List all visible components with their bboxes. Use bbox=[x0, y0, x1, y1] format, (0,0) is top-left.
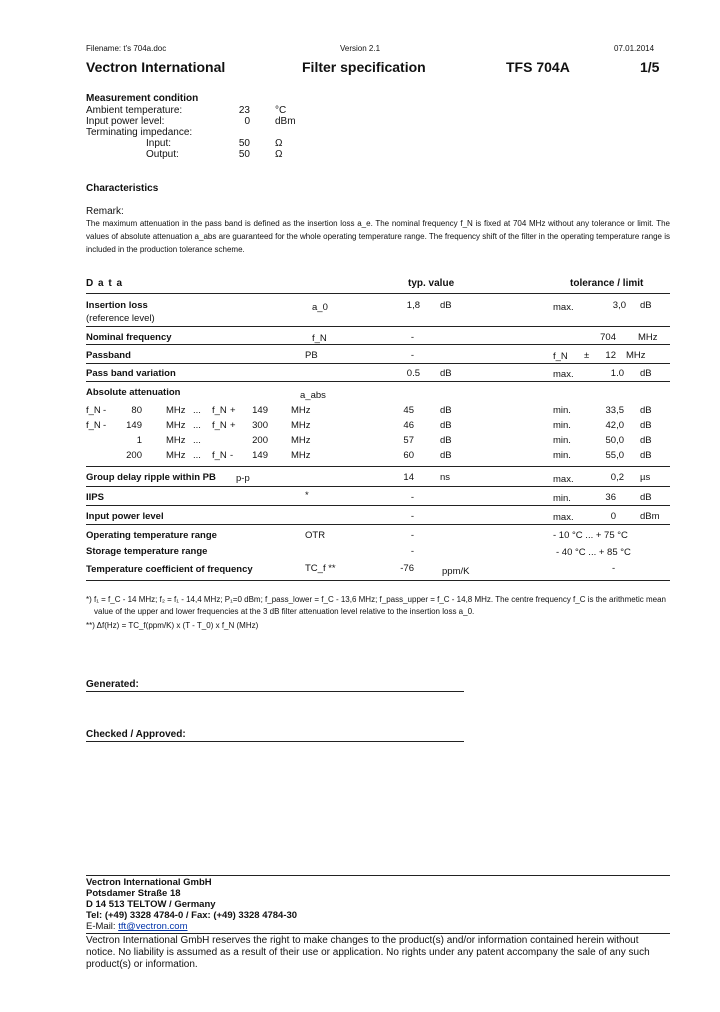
abs-row-b: 149 bbox=[252, 405, 268, 416]
ipl-label: Input power level bbox=[86, 511, 164, 522]
table-bottom-rule bbox=[86, 580, 670, 581]
ambient-label: Ambient temperature: bbox=[86, 105, 183, 116]
iips-typ: - bbox=[410, 492, 414, 503]
abs-row-u1: MHz bbox=[166, 435, 186, 446]
footnote-1-line2: value of the upper and lower frequencies at the 3 dB filter attenuation level relative to the insertion loss a_0. bbox=[94, 607, 475, 616]
row-rule bbox=[86, 466, 670, 467]
ipl-tol-unit: dBm bbox=[640, 511, 660, 522]
version-label: Version 2.1 bbox=[340, 44, 381, 53]
nf-typ: - bbox=[410, 332, 414, 343]
abs-row-kind: min. bbox=[553, 405, 571, 416]
il-tol-val: 3,0 bbox=[612, 300, 626, 311]
otr-sym: OTR bbox=[305, 530, 326, 541]
row-rule bbox=[86, 363, 670, 364]
abs-row-a: 200 bbox=[126, 450, 142, 461]
str-label: Storage temperature range bbox=[86, 546, 208, 557]
abs-row-dots: ... bbox=[193, 405, 201, 416]
pb-sym: PB bbox=[305, 350, 318, 361]
abs-row-u2: MHz bbox=[291, 420, 311, 431]
footer-email-label: E-Mail: bbox=[86, 921, 119, 932]
company-title: Vectron International bbox=[86, 59, 226, 75]
row-rule bbox=[86, 326, 670, 327]
abs-row-u2: MHz bbox=[291, 435, 311, 446]
col-data-header: D a t a bbox=[86, 278, 124, 289]
remark-text: The maximum attenuation in the pass band is defined as the insertion loss a_e. The nominal frequency f_N is fixed at 704 MHz without any tolerance or limit. The values of absolute attenuation a_abs are guaranteed for the whole operating temperature range. The frequency shift of the filter in the operating temperature range is included in the production tolerance scheme. bbox=[86, 219, 670, 254]
abs-label: Absolute attenuation bbox=[86, 387, 181, 398]
abs-row-val: 55,0 bbox=[605, 450, 624, 461]
abs-row-typ-unit: dB bbox=[440, 450, 452, 461]
abs-row-typ: 46 bbox=[403, 420, 414, 431]
abs-row-op2: + bbox=[230, 405, 236, 416]
iips-tol-val: 36 bbox=[605, 492, 616, 503]
nf-tol-val: 704 bbox=[600, 332, 616, 343]
filename-label: Filename: t's 704a.doc bbox=[86, 44, 167, 53]
abs-row-b: 300 bbox=[252, 420, 268, 431]
abs-row-kind: min. bbox=[553, 420, 571, 431]
il-sym: a_0 bbox=[312, 302, 328, 313]
pbv-tol-val: 1.0 bbox=[610, 368, 624, 379]
abs-row-pre: f_N bbox=[86, 420, 101, 431]
abs-row-unit: dB bbox=[640, 420, 652, 431]
pbv-tol-kind: max. bbox=[553, 369, 574, 380]
abs-sym: a_abs bbox=[300, 390, 326, 401]
row-rule bbox=[86, 486, 670, 487]
tcf-sym: TC_f ** bbox=[305, 563, 336, 574]
iips-label: IIPS bbox=[86, 492, 104, 503]
abs-row-val: 33,5 bbox=[605, 405, 624, 416]
nf-sym: f_N bbox=[312, 333, 327, 344]
footer-rule bbox=[86, 875, 670, 876]
abs-row-typ: 45 bbox=[403, 405, 414, 416]
ambient-value: 23 bbox=[238, 105, 250, 116]
characteristics-title: Characteristics bbox=[86, 183, 159, 194]
page-number: 1/5 bbox=[640, 59, 660, 75]
part-number-title: TFS 704A bbox=[506, 59, 570, 75]
abs-row-b: 200 bbox=[252, 435, 268, 446]
abs-row-u1: MHz bbox=[166, 450, 186, 461]
footer-city: D 14 513 TELTOW / Germany bbox=[86, 899, 216, 910]
output-label: Output: bbox=[146, 149, 179, 160]
pbv-label: Pass band variation bbox=[86, 368, 176, 379]
tcf-typ: -76 bbox=[400, 563, 414, 574]
il-label: Insertion loss bbox=[86, 300, 148, 311]
term-label: Terminating impedance: bbox=[86, 127, 193, 138]
abs-row-a: 80 bbox=[131, 405, 142, 416]
footer-street: Potsdamer Straße 18 bbox=[86, 888, 181, 899]
abs-row-typ-unit: dB bbox=[440, 420, 452, 431]
table-header-rule bbox=[86, 293, 670, 294]
footer-phone: Tel: (+49) 3328 4784-0 / Fax: (+49) 3328 4784-30 bbox=[86, 910, 298, 921]
abs-row-typ: 57 bbox=[403, 435, 414, 446]
abs-row-f2: f_N bbox=[212, 405, 227, 416]
footnote-1-line1: *) f₁ = f_C - 14 MHz; f₂ = f₁ - 14,4 MHz; P₁=0 dBm; f_pass_lower = f_C - 13,6 MHz; f_pass_upper = f_C - 14,8 MHz. The centre frequency f_C is the arithmetic mean bbox=[86, 595, 666, 604]
footer-company: Vectron International GmbH bbox=[86, 877, 212, 888]
output-value: 50 bbox=[238, 149, 250, 160]
gd-typ-unit: ns bbox=[440, 472, 451, 483]
pb-tol-unit: MHz bbox=[626, 350, 646, 361]
il-tol-unit: dB bbox=[640, 300, 652, 311]
abs-row-typ-unit: dB bbox=[440, 435, 452, 446]
il-tol-kind: max. bbox=[553, 302, 574, 313]
otr-tol: - 10 °C ... + 75 °C bbox=[553, 530, 628, 541]
input-value: 50 bbox=[238, 138, 250, 149]
abs-row-u2: MHz bbox=[291, 405, 311, 416]
ipl-typ: - bbox=[410, 511, 414, 522]
pb-tol-val: 12 bbox=[605, 350, 616, 361]
iips-tol-unit: dB bbox=[640, 492, 652, 503]
pbv-typ: 0.5 bbox=[406, 368, 420, 379]
abs-row-op1: - bbox=[103, 420, 107, 431]
abs-row-pre: f_N bbox=[86, 405, 101, 416]
doc-type-title: Filter specification bbox=[302, 59, 426, 75]
remark-label: Remark: bbox=[86, 206, 124, 217]
abs-row-dots: ... bbox=[193, 450, 201, 461]
str-tol: - 40 °C ... + 85 °C bbox=[556, 547, 631, 558]
abs-row-b: 149 bbox=[252, 450, 268, 461]
abs-row-u1: MHz bbox=[166, 405, 186, 416]
col-typ-header: typ. value bbox=[408, 278, 455, 289]
checked-label: Checked / Approved: bbox=[86, 729, 186, 740]
power-value: 0 bbox=[244, 116, 250, 127]
power-label: Input power level: bbox=[86, 116, 165, 127]
abs-row-a: 149 bbox=[126, 420, 142, 431]
otr-label: Operating temperature range bbox=[86, 530, 217, 541]
pb-label: Passband bbox=[86, 350, 131, 361]
abs-row-a: 1 bbox=[136, 435, 142, 446]
row-rule bbox=[86, 344, 670, 345]
pbv-typ-unit: dB bbox=[440, 368, 452, 379]
footer-email-link[interactable]: tft@vectron.com bbox=[118, 921, 188, 932]
gd-tol-kind: max. bbox=[553, 474, 574, 485]
gd-tol-unit: µs bbox=[640, 472, 651, 483]
iips-tol-kind: min. bbox=[553, 493, 571, 504]
otr-typ: - bbox=[410, 530, 414, 541]
abs-row-val: 50,0 bbox=[605, 435, 624, 446]
gd-typ: 14 bbox=[403, 472, 414, 483]
ambient-unit: °C bbox=[275, 105, 287, 116]
row-rule bbox=[86, 524, 670, 525]
abs-row-typ: 60 bbox=[403, 450, 414, 461]
tcf-label: Temperature coefficient of frequency bbox=[86, 564, 253, 575]
date-label: 07.01.2014 bbox=[614, 44, 655, 53]
abs-row-u2: MHz bbox=[291, 450, 311, 461]
footer-rule-2 bbox=[86, 933, 670, 934]
il-sub: (reference level) bbox=[86, 313, 155, 324]
footnote-2: **) Δf(Hz) = TC_f(ppm/K) x (T - T_0) x f_N (MHz) bbox=[86, 621, 259, 630]
row-rule bbox=[86, 505, 670, 506]
abs-row-f2: f_N bbox=[212, 420, 227, 431]
pb-typ: - bbox=[410, 350, 414, 361]
footer-email-row bbox=[86, 921, 188, 932]
abs-row-dots: ... bbox=[193, 435, 201, 446]
input-label: Input: bbox=[146, 138, 172, 149]
col-tol-header: tolerance / limit bbox=[570, 278, 644, 289]
checked-signature-line bbox=[86, 741, 464, 742]
power-unit: dBm bbox=[275, 116, 296, 127]
abs-row-f2: f_N bbox=[212, 450, 227, 461]
footer-disclaimer: Vectron International GmbH reserves the right to make changes to the product(s) and/or information contained herein without notice. No liability is assumed as a result of their use or application. No rights under any patent accompany the sale of any such product(s) or information. bbox=[86, 935, 650, 970]
abs-row-op2: + bbox=[230, 420, 236, 431]
il-typ-unit: dB bbox=[440, 300, 452, 311]
abs-row-kind: min. bbox=[553, 435, 571, 446]
nf-label: Nominal frequency bbox=[86, 332, 172, 343]
generated-signature-line bbox=[86, 691, 464, 692]
abs-row-unit: dB bbox=[640, 405, 652, 416]
gd-sym: p-p bbox=[236, 473, 250, 484]
input-unit: Ω bbox=[275, 138, 283, 149]
ipl-tol-val: 0 bbox=[610, 511, 616, 522]
abs-row-unit: dB bbox=[640, 435, 652, 446]
tcf-tol: - bbox=[612, 563, 616, 574]
gd-label: Group delay ripple within PB bbox=[86, 472, 216, 483]
measurement-title: Measurement condition bbox=[86, 93, 199, 104]
output-unit: Ω bbox=[275, 149, 283, 160]
abs-row-kind: min. bbox=[553, 450, 571, 461]
gd-tol-val: 0,2 bbox=[610, 472, 624, 483]
abs-row-unit: dB bbox=[640, 450, 652, 461]
abs-row-dots: ... bbox=[193, 420, 201, 431]
iips-sym: * bbox=[305, 490, 309, 501]
str-typ: - bbox=[410, 546, 414, 557]
ipl-tol-kind: max. bbox=[553, 512, 574, 523]
nf-tol-unit: MHz bbox=[638, 332, 658, 343]
row-rule bbox=[86, 381, 670, 382]
abs-row-val: 42,0 bbox=[605, 420, 624, 431]
pb-tol-sym: f_N bbox=[553, 351, 568, 362]
il-typ: 1,8 bbox=[406, 300, 420, 311]
tcf-typ-unit: ppm/K bbox=[442, 566, 470, 577]
abs-row-u1: MHz bbox=[166, 420, 186, 431]
pb-tol-op: ± bbox=[584, 350, 590, 361]
abs-row-typ-unit: dB bbox=[440, 405, 452, 416]
pbv-tol-unit: dB bbox=[640, 368, 652, 379]
generated-label: Generated: bbox=[86, 679, 139, 690]
abs-row-op1: - bbox=[103, 405, 107, 416]
abs-row-op2: - bbox=[230, 450, 234, 461]
